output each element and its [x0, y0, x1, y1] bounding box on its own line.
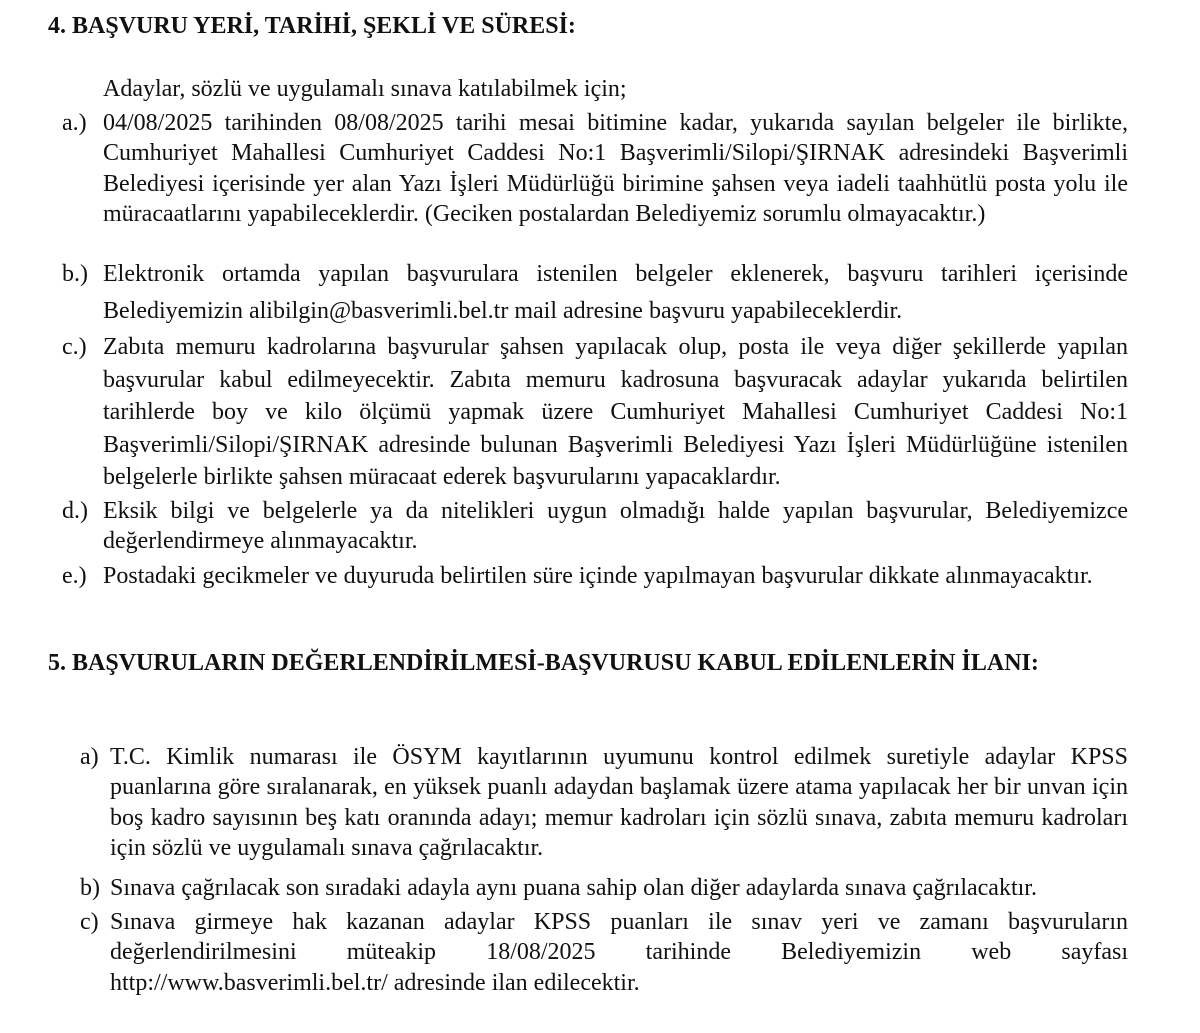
section-5-heading: 5. BAŞVURULARIN DEĞERLENDİRİLMESİ-BAŞVURUSU KABUL EDİLENLERİN İLANI: [48, 650, 1039, 676]
item-marker: d.) [62, 498, 88, 524]
item-text: Postadaki gecikmeler ve duyuruda belirtilen süre içinde yapılmayan başvurular dikkate alınmayacaktır. [103, 563, 1093, 589]
section-4-item-e [62, 561, 1128, 591]
item-text: Zabıta memuru kadrolarına başvurular şahsen yapılacak olup, posta ile veya diğer şekillerde yapılan başvurular kabul edilmeyecektir. Zabıta memuru kadrosuna başvuracak adaylar yukarıda belirtilen tarihlerde boy ve kilo ölçümü yapmak üzere Cumhuriyet Mahallesi Cumhuriyet Caddesi No:1 Başverimli/Silopi/ŞIRNAK adresinde bulunan Başverimli Belediyesi Yazı İşleri Müdürlüğüne istenilen belgelerle birlikte şahsen müracaat ederek başvurularını yapacaklardır. [103, 334, 1128, 490]
section-5-item-a [80, 742, 1128, 863]
item-marker: e.) [62, 563, 87, 589]
item-text: 04/08/2025 tarihinden 08/08/2025 tarihi mesai bitimine kadar, yukarıda sayılan belgeler ile birlikte, Cumhuriyet Mahallesi Cumhuriyet Caddesi No:1 Başverimli/Silopi/ŞIRNAK adresindeki Başverimli Belediyesi içerisinde yer alan Yazı İşleri Müdürlüğü birimine şahsen veya iadeli taahhütlü posta yolu ile müracaatlarını yapabileceklerdir. (Geciken postalardan Belediyemiz sorumlu olmayacaktır.) [103, 110, 1128, 227]
section-5-item-c [80, 907, 1128, 998]
item-text: Sınava çağrılacak son sıradaki adayla aynı puana sahip olan diğer adaylarda sınava çağrılacaktır. [110, 875, 1037, 901]
item-text: T.C. Kimlik numarası ile ÖSYM kayıtlarının uyumunu kontrol edilmek suretiyle adaylar KPSS puanlarına göre sıralanarak, en yüksek puanlı adaydan başlamak üzere atama yapılacak her bir unvan için boş kadro sayısının beş katı oranında adayı; memur kadroları için sözlü sınava, zabıta memuru kadroları için sözlü ve uygulamalı sınava çağrılacaktır. [110, 744, 1128, 861]
item-marker: a.) [62, 110, 87, 136]
item-marker: c.) [62, 334, 87, 360]
section-4-heading: 4. BAŞVURU YERİ, TARİHİ, ŞEKLİ VE SÜRESİ: [48, 13, 576, 39]
section-4-item-c [62, 331, 1128, 494]
item-text: Elektronik ortamda yapılan başvurulara istenilen belgeler eklenerek, başvuru tarihleri içerisinde Belediyemizin alibilgin@basverimli.bel.tr mail adresine başvuru yapabileceklerdir. [103, 261, 1128, 324]
section-5-item-b [80, 873, 1128, 903]
section-4-item-d [62, 496, 1128, 557]
item-text: Sınava girmeye hak kazanan adaylar KPSS puanları ile sınav yeri ve zamanı başvuruların değerlendirilmesini müteakip 18/08/2025 tarihinde Belediyemizin web sayfası http://www.basverimli.bel.tr/ adresinde ilan edilecektir. [110, 909, 1128, 996]
item-marker: a) [80, 744, 99, 770]
item-marker: b.) [62, 261, 88, 287]
item-marker: c) [80, 909, 99, 935]
section-4-item-b [62, 256, 1128, 330]
item-marker: b) [80, 875, 100, 901]
item-text: Eksik bilgi ve belgelerle ya da nitelikleri uygun olmadığı halde yapılan başvurular, Belediyemizce değerlendirmeye alınmayacaktır. [103, 498, 1128, 555]
section-4-item-a [62, 108, 1128, 229]
section-4-intro: Adaylar, sözlü ve uygulamalı sınava katılabilmek için; [103, 76, 627, 102]
